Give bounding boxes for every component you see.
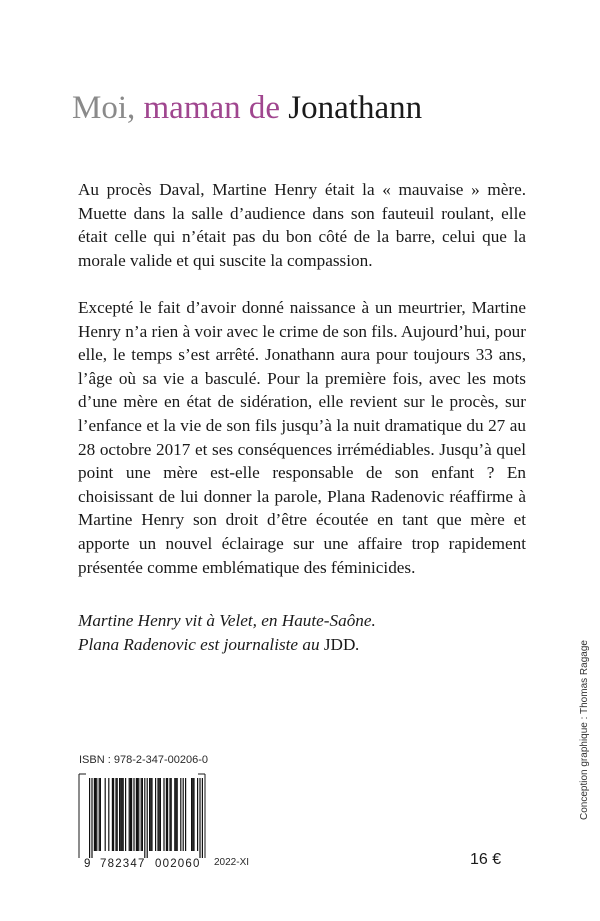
title-part-name: Jonathann	[288, 90, 423, 126]
barcode-bar	[192, 778, 193, 851]
barcode-bar	[91, 778, 92, 858]
barcode-bar	[125, 778, 126, 851]
barcode-bar	[137, 778, 138, 851]
barcode-bar	[115, 778, 116, 851]
barcode-bar	[149, 778, 150, 851]
barcode-bar	[133, 778, 134, 851]
barcode-bar	[120, 778, 121, 851]
barcode-bar	[185, 778, 186, 851]
bio-line-2-prefix: Plana Radenovic est journaliste au	[78, 634, 324, 654]
barcode-bar	[108, 778, 109, 851]
barcode-first-digit: 9	[84, 858, 91, 870]
barcode	[78, 772, 206, 872]
barcode-bar	[202, 778, 203, 858]
barcode-bar	[131, 778, 132, 851]
title-part-maman: maman de	[143, 90, 289, 126]
barcode-bar	[130, 778, 131, 851]
title-part-moi: Moi,	[72, 90, 144, 126]
barcode-bar	[96, 778, 97, 851]
barcode-bar	[199, 778, 200, 858]
edition-code: 2022-XI	[214, 857, 250, 868]
barcode-bar	[89, 778, 90, 858]
barcode-bar	[121, 778, 122, 851]
barcode-bar	[142, 778, 143, 851]
barcode-bar	[174, 778, 175, 851]
isbn-label: ISBN : 978-2-347-00206-0	[79, 754, 209, 766]
barcode-bar	[167, 778, 168, 851]
barcode-bar	[123, 778, 124, 851]
blurb-paragraph-1: Au procès Daval, Martine Henry était la « mauvaise » mère. Muette dans la salle d’audience dans son fauteuil roulant, elle était celle qui n’était pas du bon côté de la barre, celui que la morale valide et qui suscite la compassion.	[78, 180, 526, 270]
barcode-bar	[94, 778, 95, 851]
barcode-bar	[129, 778, 130, 851]
barcode-bar	[117, 778, 118, 851]
barcode-bar	[159, 778, 160, 851]
barcode-bar	[136, 778, 137, 851]
barcode-bar	[163, 778, 164, 851]
barcode-bar	[166, 778, 167, 851]
barcode-bars	[78, 772, 206, 860]
bio-line-2-suffix: .	[355, 634, 360, 654]
barcode-bar	[155, 778, 156, 851]
bio-publication: JDD	[323, 634, 356, 654]
barcode-bar	[138, 778, 139, 851]
blurb-paragraph-2: Excepté le fait d’avoir donné naissance à un meurtrier, Martine Henry n’a rien à voir avec le crime de son fils. Aujourd’hui, pour elle, le temps s’est arrêté. Jonathann aura pour toujours 33 ans, l’âge où sa vie a basculé. Pour la première fois, avec les mots d’une mère en état de sidération, elle revient sur le procès, sur l’enfance et la vie de son fils jusqu’à la nuit dramatique du 27 au 28 octobre 2017 et ses conséquences irrémédiables. Jusqu’à quel point une mère est-elle responsable de son enfant ? En choisissant de lui donner la parole, Plana Radenovic réaffirme à Martine Henry son droit d’être écoutée en tant que mère et apporte un nouvel éclairage sur une affaire trop rapidement présentée comme emblématique des féminicides.	[78, 298, 526, 577]
barcode-bar	[169, 778, 170, 851]
barcode-left-digits: 782347	[100, 858, 146, 870]
barcode-bar	[100, 778, 101, 851]
barcode-bar	[99, 778, 100, 851]
barcode-right-digits: 002060	[155, 858, 201, 870]
barcode-bar	[183, 778, 184, 851]
price: 16 €	[470, 851, 502, 868]
barcode-bar	[112, 778, 113, 851]
barcode-bar	[193, 778, 194, 851]
bio-line-2	[78, 633, 538, 657]
barcode-bar	[144, 778, 145, 858]
barcode-bar	[113, 778, 114, 851]
barcode-bar	[95, 778, 96, 851]
barcode-bar	[141, 778, 142, 851]
barcode-bar	[180, 778, 181, 851]
barcode-bar	[160, 778, 161, 851]
author-bio	[78, 609, 538, 656]
barcode-bar	[197, 778, 198, 851]
barcode-bar	[151, 778, 152, 851]
barcode-bar	[157, 778, 158, 851]
barcode-bar	[175, 778, 176, 851]
barcode-bar	[177, 778, 178, 851]
barcode-bar	[171, 778, 172, 851]
barcode-bar	[147, 778, 148, 858]
barcode-bar	[119, 778, 120, 851]
barcode-bar	[150, 778, 151, 851]
book-title	[72, 88, 422, 128]
bio-line-1: Martine Henry vit à Velet, en Haute-Saône.	[78, 611, 376, 630]
barcode-bar	[105, 778, 106, 851]
barcode-bar	[191, 778, 192, 851]
design-credit: Conception graphique : Thomas Ragage	[579, 640, 590, 820]
